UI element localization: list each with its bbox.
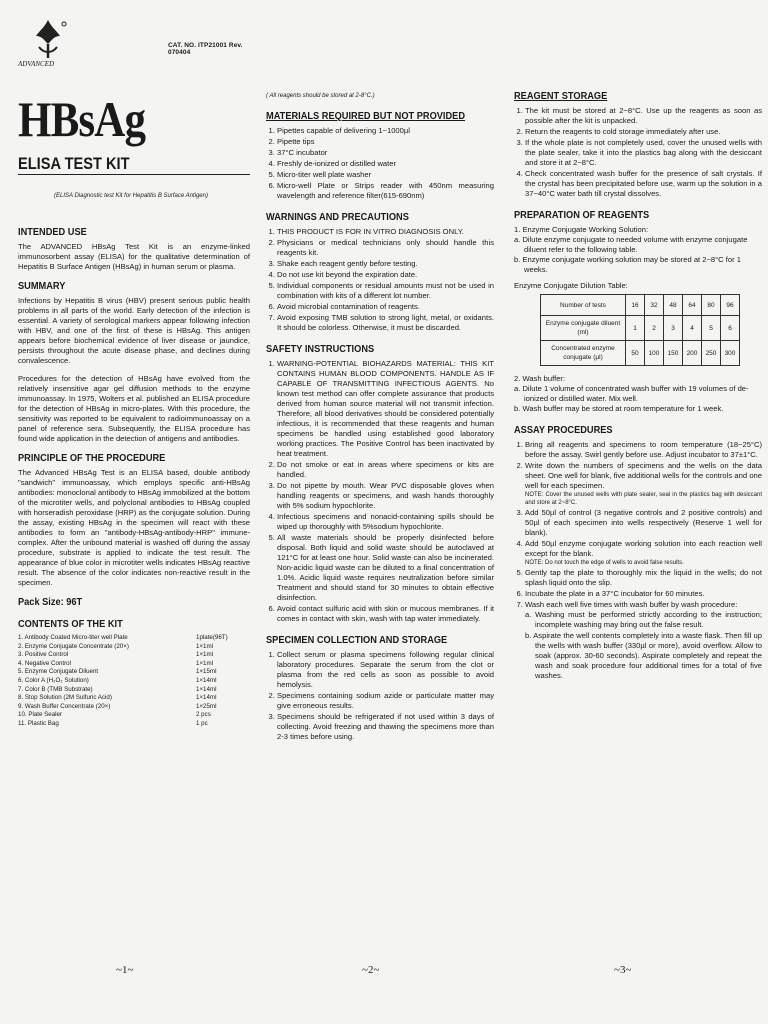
- table-row: [541, 316, 740, 341]
- title-divider: [18, 174, 250, 175]
- specimen-list: [266, 650, 494, 742]
- assay-note: NOTE: Cover the unused wells with plate sealer, seal in the plastics bag with desiccant and store at 2~8°C.: [525, 492, 762, 506]
- table-row: [18, 643, 250, 652]
- principle-text: The Advanced HBsAg Test is an ELISA based, double antibody "sandwich" immunoassay, which employs specific anti-HBsAg antibodies: monoclonal antibody to HBsAg immobilized at the bottom of the microtiter wells, and polyclonal antibodies to HBsAg coupled with horseradish peroxidase (HRP) as the conjugate solution. During the assay, existing HBsAg in the specimen will react with these antibodies to form an "antibody-HBsAg-antibody-HRP" immune-complex. After the unbound material is washed off during the assay procedure, substrate is applied to indicate the test result. The appearance of blue color in microtiter wells indicates HBsAg reactive result. The absence of the color indicates non-reactive result in the specimen.: [18, 468, 250, 587]
- intended-use-text: The ADVANCED HBsAg Test Kit is an enzyme-linked immunosorbent assay (ELISA) for the qualitative determination of Hepatitis B Surface Antigen (HBsAg) in human serum or plasma.: [18, 242, 250, 271]
- summary-paragraph-1: Infections by Hepatitis B virus (HBV) present serious public health problems in all parts of the world. Early detection of the infection is essential. A variety of serological markers appear following infection with HBV, and one of the first of these is HBsAg. This antigen appears before biochemical evidence of liver disease or jaundice, persists throughout the acute disease phase, and declines during convalescence.: [18, 296, 250, 365]
- materials-heading: MATERIALS REQUIRED BUT NOT PROVIDED: [266, 110, 466, 122]
- kit-contents-table: [18, 634, 250, 729]
- table-cell: Number of tests: [541, 295, 626, 316]
- materials-list: [266, 126, 494, 201]
- list-item: 3. Add 50µl of control (3 negative controls and 2 positive controls) and 50µl of each specimen into wells respectively (Reserve 1 well for blank).: [525, 508, 762, 538]
- list-item: 2. Physicians or medical technicians only should handle this reagents kit.: [277, 238, 494, 258]
- col2-content: [266, 92, 494, 752]
- table-row: [18, 634, 250, 643]
- table-row: [18, 677, 250, 686]
- assay-steps-list: [514, 440, 762, 681]
- list-item: [525, 539, 762, 567]
- list-item: 2. Pipette tips: [277, 137, 494, 147]
- table-cell: Concentrated enzyme conjugate (µl): [541, 341, 626, 366]
- product-subtitle: ELISA TEST KIT: [18, 154, 130, 173]
- kit-item-name: 3. Positive Control: [18, 651, 69, 659]
- kit-item-name: 6. Color A (H₂O₂ Solution): [18, 676, 89, 684]
- reagent-storage-list: [514, 106, 762, 199]
- table-cell: 1: [626, 316, 645, 341]
- reagent-storage-heading: REAGENT STORAGE: [514, 90, 608, 102]
- list-item: b. Wash buffer may be stored at room temperature for 1 week.: [514, 404, 724, 413]
- page-number-2: ~2~: [362, 964, 380, 976]
- storage-note: ( All reagents should be stored at 2-8°C.): [266, 93, 375, 99]
- preparation-heading: PREPARATION OF REAGENTS: [514, 209, 650, 221]
- catalog-number: CAT. NO. ITP21001 Rev. 070404: [168, 42, 243, 56]
- list-item: 1. The kit must be stored at 2~8°C. Use up the reagents as soon as possible after the kit is unpacked.: [525, 106, 762, 126]
- list-item: 1. THIS PRODUCT IS FOR IN VITRO DIAGNOSIS ONLY.: [277, 227, 494, 237]
- list-item: 1. Enzyme Conjugate Working Solution:: [514, 225, 649, 234]
- table-cell: 200: [683, 341, 702, 366]
- kit-item-name: 5. Enzyme Conjugate Diluent: [18, 668, 99, 676]
- list-item: 2. Wash buffer:: [514, 374, 566, 383]
- col1-content: [18, 226, 250, 729]
- list-item: 6. Avoid microbial contamination of reagents.: [277, 302, 494, 312]
- kit-item-name: 2. Enzyme Conjugate Concentrate (20×): [18, 642, 129, 650]
- table-cell: 4: [683, 316, 702, 341]
- list-item: 5. Micro-titer well plate washer: [277, 170, 494, 180]
- list-item: 4. Check concentrated wash buffer for the presence of salt crystals. If the crystal has been precipitated before use, warm up the solution in a 37~40°C water bath till crystal dissolves.: [525, 169, 762, 199]
- list-item: 7. Avoid exposing TMB solution to strong light, metal, or oxidants. It should be colorless. Otherwise, it must be discarded.: [277, 313, 494, 333]
- kit-item-name: 11. Plastic Bag: [18, 719, 59, 727]
- kit-item-name: 8. Stop Solution (2M Sulfuric Acid): [18, 694, 112, 702]
- list-item: 6. Micro-well Plate or Strips reader with 450nm measuring wavelength and reference filter(615-690nm): [277, 181, 494, 201]
- list-item: 3. Shake each reagent gently before testing.: [277, 259, 494, 269]
- summary-paragraph-2: Procedures for the detection of HBsAg have evolved from the relatively insensitive agar gel diffusion methods to the enzyme immunoassay. In 1975, Wolters et al. published an ELISA procedure for the detection of HBsAg in micro-plates. With this procedure, the sensitivity was reported to be equivalent to radioimmunoassay on a panel of reference sera. Subsequently, the ELISA procedure has found wide application in the detection of antigens and antibodies.: [18, 374, 250, 443]
- list-item: b. Aspirate the well contents completely into a waste flask. Then fill up the wells with wash buffer (330µl or more), avoid overflow. Allow to soak (approx. 30-60 seconds). Aspirate completely and repeat the wash and soak procedure four additional times for a total of five washes.: [525, 631, 762, 680]
- list-item: 4. Infectious specimens and nonacid-containing spills should be wiped up thoroughly with 5%sodium hypochlorite.: [277, 512, 494, 532]
- kit-item-name: 1. Antibody Coated Micro-titer well Plate: [18, 634, 128, 641]
- assay-step-text: Add 50µl enzyme conjugate working solution into each reaction well except for the blank.: [525, 539, 762, 558]
- dilution-table: [540, 294, 740, 366]
- table-cell: 3: [664, 316, 683, 341]
- assay-step-text: Wash each well five times with wash buffer by wash procedure:: [525, 600, 738, 609]
- table-cell: 50: [626, 341, 645, 366]
- summary-heading: SUMMARY: [18, 280, 66, 292]
- table-cell: 2: [645, 316, 664, 341]
- kit-item-qty: 1plate(96T): [196, 634, 228, 641]
- assay-step-text: Write down the numbers of specimens and the wells on the data sheet. One well for blank, five additional wells for the controls and one well for each specimen.: [525, 461, 762, 490]
- brand-name: ADVANCED: [18, 60, 55, 68]
- list-item: a. Washing must be performed strictly according to the instruction; incomplete washing may bring out the false result.: [525, 610, 762, 629]
- table-cell: 300: [721, 341, 740, 366]
- table-row: [18, 694, 250, 703]
- table-cell: 250: [702, 341, 721, 366]
- safety-heading: SAFETY INSTRUCTIONS: [266, 343, 375, 355]
- table-cell: 150: [664, 341, 683, 366]
- list-item: 4. Do not use kit beyond the expiration date.: [277, 270, 494, 280]
- dilution-table-title: Enzyme Conjugate Dilution Table:: [514, 281, 628, 290]
- list-item: 3. Do not pipette by mouth. Wear PVC disposable gloves when handling reagents or specimens, and wash hands thoroughly with 5% sodium hypochlorite.: [277, 481, 494, 511]
- table-cell: Enzyme conjugate diluent (ml): [541, 316, 626, 341]
- list-item: 5. Individual components or residual amounts must not be used in combination with kits of a different lot number.: [277, 281, 494, 301]
- specimen-heading: SPECIMEN COLLECTION AND STORAGE: [266, 634, 448, 646]
- col3-content: [514, 90, 762, 691]
- list-item: a. Dilute 1 volume of concentrated wash buffer with 19 volumes of de-ionized or distilled water. Mix well.: [514, 384, 749, 403]
- list-item: 2. Do not smoke or eat in areas where specimens or kits are handled.: [277, 460, 494, 480]
- list-item: 1. Bring all reagents and specimens to room temperature (18~25°C) before the assay. Swirl gently before use. Adjust incubator to 37±1°C.: [525, 440, 762, 460]
- table-row: [18, 668, 250, 677]
- table-cell: 100: [645, 341, 664, 366]
- list-item: 5. Gently tap the plate to thoroughly mix the liquid in the wells; do not splash liquid onto the slip.: [525, 568, 762, 588]
- warnings-list: [266, 227, 494, 333]
- list-item: 1. Collect serum or plasma specimens following regular clinical laboratory procedures. Separate the serum from the clot or plasma from the red cells as soon as possible to avoid hemolysis.: [277, 650, 494, 690]
- list-item: 3. 37°C incubator: [277, 148, 494, 158]
- kit-item-name: 9. Wash Buffer Concentrate (20×): [18, 702, 111, 710]
- list-item: 1. Pipettes capable of delivering 1~1000µl: [277, 126, 494, 136]
- warnings-heading: WARNINGS AND PRECAUTIONS: [266, 211, 409, 223]
- list-item: a. Dilute enzyme conjugate to needed volume with enzyme conjugate diluent refer to the following table.: [514, 235, 748, 254]
- list-item: 3. Specimens should be refrigerated if not used within 3 days of collecting. Avoid freezing and thawing the specimens more than 2-3 times before using.: [277, 712, 494, 742]
- table-row: [541, 295, 740, 316]
- table-cell: 48: [664, 295, 683, 316]
- list-item: 1. WARNING-POTENTIAL BIOHAZARDS MATERIAL: THIS KIT CONTAINS HUMAN BLOOD COMPONENTS. HANDLE AS IF CAPABLE OF TRANSMITTING INFECTIOUS AGENTS. No known test method can offer complete assurance that products derived from human source material will not transmit infection. Therefore, all blood derivatives should be considered potentially infectious, it is recommended that these reagents and human specimens be handled using established good laboratory working practices. The Positive Control has been inactivated by heat treatment.: [277, 359, 494, 459]
- table-row: [18, 711, 250, 720]
- preparation-list: [514, 225, 762, 275]
- assay-note: NOTE: Do not touch the edge of wells to avoid false results.: [525, 560, 684, 566]
- kit-item-qty: 1×25ml: [196, 702, 217, 710]
- list-item: [525, 600, 762, 681]
- list-item: 2. Return the reagents to cold storage immediately after use.: [525, 127, 762, 137]
- kit-item-qty: 2 pcs: [196, 711, 211, 719]
- list-item: 3. If the whole plate is not completely used, cover the unused wells with the plate sealer, take it into the plastics bag along with the desiccant and store it at 2~8°C.: [525, 138, 762, 168]
- contents-heading: CONTENTS OF THE KIT: [18, 618, 123, 630]
- table-row: [18, 660, 250, 669]
- kit-item-name: 7. Color B (TMB Substrate): [18, 685, 93, 693]
- intended-use-heading: INTENDED USE: [18, 226, 87, 238]
- table-row: [18, 703, 250, 712]
- list-item: b. Enzyme conjugate working solution may be stored at 2~8°C for 1 weeks.: [514, 255, 741, 274]
- product-title: HBsAg: [18, 91, 146, 147]
- wash-procedure-list: [525, 610, 762, 681]
- assay-heading: ASSAY PROCEDURES: [514, 424, 613, 436]
- table-row: [541, 341, 740, 366]
- wash-buffer-list: [514, 374, 762, 414]
- kit-item-name: 4. Negative Control: [18, 659, 71, 667]
- kit-item-qty: 1×15ml: [196, 668, 217, 676]
- kit-item-qty: 1 pc: [196, 719, 208, 727]
- subtitle-note: (ELISA Diagnostic test Kit for Hepatitis B Surface Antigen): [54, 193, 208, 199]
- list-item: 5. All waste materials should be properly disinfected before disposal. Both liquid and solid waste should be autoclaved at 121°C for at least one hour. Solid waste can also be incinerated. Non-acidic liquid waste can be diluted to a final concentration of 1.0%. Acidic liquid waste requires neutralization before similar Treatment and should stand for 30 minutes to obtain effective disinfection.: [277, 533, 494, 603]
- pack-size: Pack Size: 96T: [18, 596, 83, 608]
- table-cell: 16: [626, 295, 645, 316]
- table-cell: 32: [645, 295, 664, 316]
- kit-item-qty: 1×14ml: [196, 694, 217, 702]
- kit-item-qty: 1×1ml: [196, 659, 214, 667]
- list-item: 6. Avoid contact sulfuric acid with skin or mucous membranes. If it comes in contact with skin, wash with tap water immediately.: [277, 604, 494, 624]
- table-cell: 64: [683, 295, 702, 316]
- kit-item-name: 10. Plate Sealer: [18, 711, 63, 719]
- kit-item-qty: 1×14ml: [196, 685, 217, 693]
- list-item: [525, 461, 762, 507]
- page-number-3: ~3~: [614, 964, 632, 976]
- list-item: 4. Freshly de-ionized or distilled water: [277, 159, 494, 169]
- table-cell: 80: [702, 295, 721, 316]
- page-number-1: ~1~: [116, 964, 134, 976]
- safety-list: [266, 359, 494, 624]
- list-item: 2. Specimens containing sodium azide or particulate matter may give erroneous results.: [277, 691, 494, 711]
- principle-heading: PRINCIPLE OF THE PROCEDURE: [18, 452, 166, 464]
- list-item: 6. Incubate the plate in a 37°C incubator for 60 minutes.: [525, 589, 762, 599]
- table-cell: 5: [702, 316, 721, 341]
- kit-item-qty: 1×1ml: [196, 642, 214, 650]
- table-row: [18, 720, 250, 729]
- table-row: [18, 651, 250, 660]
- table-cell: 96: [721, 295, 740, 316]
- table-cell: 6: [721, 316, 740, 341]
- table-row: [18, 686, 250, 695]
- kit-item-qty: 1×14ml: [196, 676, 217, 684]
- kit-item-qty: 1×1ml: [196, 651, 214, 659]
